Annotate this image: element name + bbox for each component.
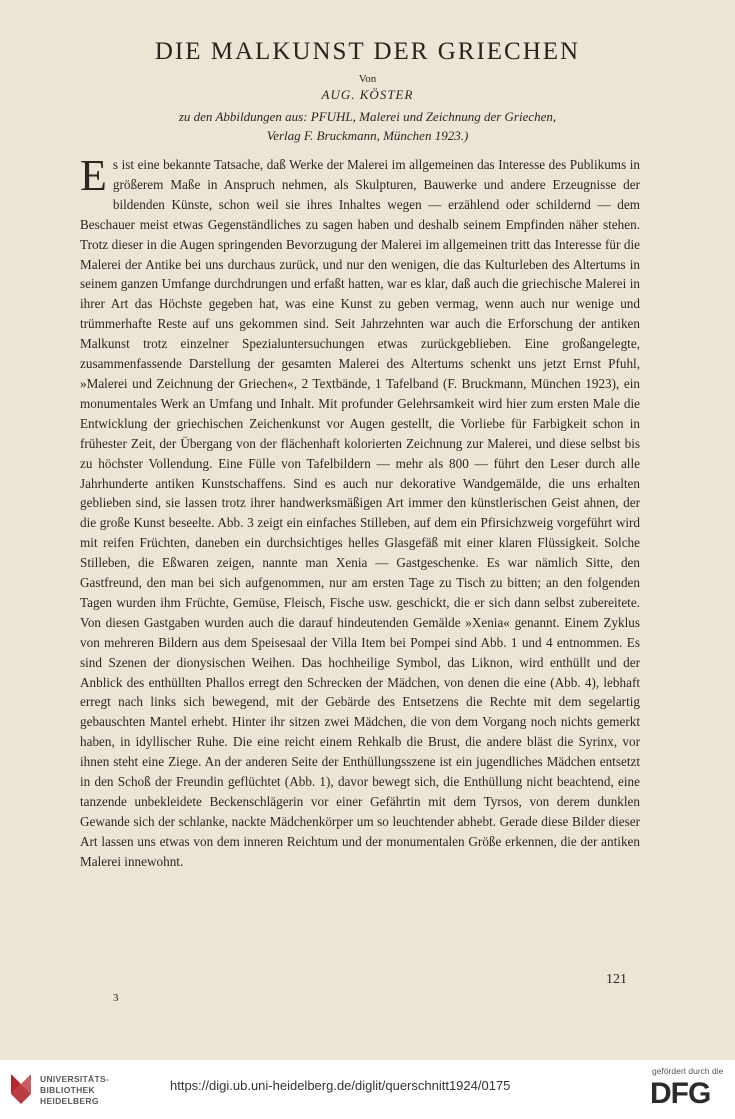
reference-line-1: zu den Abbildungen aus: PFUHL, Malerei und Zeichnung der Griechen, xyxy=(178,109,557,124)
article-title: DIE MALKUNST DER GRIECHEN xyxy=(154,38,581,65)
author-name: AUG. KÖSTER xyxy=(321,87,414,102)
reference-note xyxy=(80,107,655,145)
library-name[interactable]: UNIVERSITÄTS- BIBLIOTHEK HEIDELBERG xyxy=(40,1074,110,1106)
permalink-url[interactable]: https://digi.ub.uni-heidelberg.de/diglit/querschnitt1924/0175 xyxy=(170,1078,511,1093)
article-text: s ist eine bekannte Tatsache, daß Werke der Malerei im allgemeinen das Interesse des Publikums in größerem Maße in Anspruch nehmen, als Skulpturen, Bauwerke und andere Erzeugnisse der bildenden Künste, schon weil sie ihres Inhaltes wegen — erzählend oder schildernd — dem Beschauer meist etwas Gegenständliches zu sagen haben und deshalb seinem Empfinden näher stehen. Trotz dieser in die Augen springenden Bevorzugung der Malerei im allgemeinen tritt das Interesse für die Malerei der Antike bei uns durchaus zurück, und nur den wenigen, die das Kulturleben des Altertums in seinem ganzen Umfange durchdrungen und erfaßt hatten, war es klar, daß auch die griechische Malerei in ihrer Art das Höchste gegeben hat, was eine Kunst zu geben vermag, wenn auch nur wenige und trümmerhafte Reste auf uns gekommen sind. Seit Jahrzehnten war auch die Erforschung der antiken Malkunst trotz einzelner Spezialuntersuchungen etwas zurückgeblieben. Eine großangelegte, zusammenfassende Darstellung der gesamten Malerei des Altertums schenkt uns jetzt Ernst Pfuhl, »Malerei und Zeichnung der Griechen«, 2 Textbände, 1 Tafelband (F. Bruckmann, München 1923), ein monumentales Werk an Umfang und Inhalt. Mit profunder Gelehrsamkeit wird hier zum ersten Male die Entwicklung der griechischen Zeichenkunst vor Augen gestellt, die Vorliebe für Farbigkeit schon in frühester Zeit, der Übergang von der flächenhaft kolorierten Zeichnung zur Malerei, und diese selbst bis zu höchster Vollendung. Eine Fülle von Tafelbildern — mehr als 800 — führt den Leser durch alle Jahrhunderte antiken Kunstschaffens. Sind es auch nur dekorative Wandgemälde, die uns erhalten geblieben sind, sie lassen trotz ihrer handwerksmäßigen Art immer den künstlerischen Geist ahnen, der die große Kunst beseelte. Abb. 3 zeigt ein einfaches Stilleben, auf dem ein Pfirsichzweig vorgeführt wird mit reifen Früchten, daneben ein durchsichtiges helles Glasgefäß mit einer klaren Flüssigkeit. Solche Stilleben, die Eßwaren zeigen, nannte man Xenia — Gastgeschenke. Es war nämlich Sitte, den Gastfreund, den man bei sich aufgenommen, nur am ersten Tage zu Tisch zu bitten; an den folgenden Tagen wurden ihm Früchte, Gemüse, Fleisch, Fische usw. geschickt, die er sich dann selbst zubereitete. Von diesen Gastgaben wurden auch die darauf hindeutenden Gemälde »Xenia« genannt. Einem Zyklus von mehreren Bildern aus dem Speisesaal der Villa Item bei Pompei sind Abb. 1 und 4 entnommen. Es sind Szenen der dionysischen Weihen. Das hochheilige Symbol, das Liknon, wird enthüllt und der Anblick des enthüllten Phallos erregt den Schrecken der Mädchen, von denen die eine (Abb. 4), lebhaft erregt nach links sich bewegend, mit der Gebärde des Entsetzens die Rechte mit dem segelartig gebauschten Mantel erhebt. Hinter ihr sitzen zwei Mädchen, die von dem Vorgang noch nichts gemerkt haben, in idyllischer Ruhe. Die eine reicht einem Rehkalb die Brust, die andere bläst die Syrinx, vor ihnen steht eine Ziege. An der anderen Seite der Enthüllungsszene ist ein jugendliches Mädchen entsetzt in den Schoß der Freundin geflüchtet (Abb. 1), davor bewegt sich, die Enthüllung nicht beachtend, eine tanzende unbekleidete Beckenschlägerin vor einer Gefährtin mit dem Tyrsos, von derem dunklen Gewande sich der schlanke, nackte Mädchenkörper um so leuchtender abhebt. Gerade diese Bilder dieser Art lassen uns etwas von dem inneren Reichtum und der monumentalen Größe erkennen, die der antiken Malerei innewohnt. xyxy=(80,157,640,869)
printer-signature: 3 xyxy=(113,992,119,1004)
viewer-footer xyxy=(0,1060,735,1119)
funder-note: gefördert durch die xyxy=(652,1066,724,1076)
reference-line-2: Verlag F. Bruckmann, München 1923.) xyxy=(266,128,469,143)
page-number: 121 xyxy=(606,972,627,987)
drop-cap: E xyxy=(80,151,107,200)
byline-von: Von xyxy=(358,73,377,85)
article-body xyxy=(80,151,640,872)
university-library-logo-icon[interactable] xyxy=(8,1072,34,1106)
dfg-logo[interactable]: DFG xyxy=(650,1077,711,1110)
